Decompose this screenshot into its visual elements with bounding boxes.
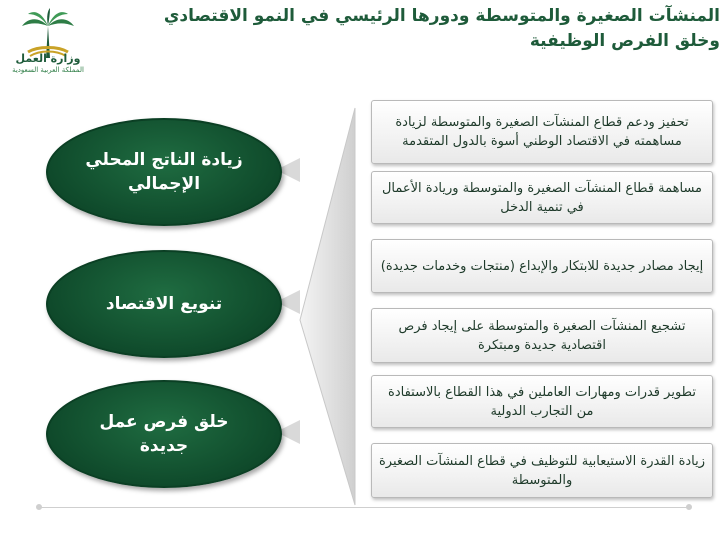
footer-divider [40,507,690,508]
footer-dot-right [686,504,692,510]
action-text: مساهمة قطاع المنشآت الصغيرة والمتوسطة وريادة الأعمال في تنمية الدخل [381,180,703,215]
action-text: تطوير قدرات ومهارات العاملين في هذا القطاع بالاستفادة من التجارب الدولية [388,384,696,419]
goal-oval-jobs [46,380,282,488]
action-box [371,308,713,363]
goal-label: زيادة الناتج المحلي الإجمالي [85,150,243,194]
action-text: تشجيع المنشآت الصغيرة والمتوسطة على إيجاد فرص اقتصادية جديدة ومبتكرة [398,318,686,353]
goal-oval-diversification [46,250,282,358]
action-box [371,100,713,164]
goal-oval-gdp [46,118,282,226]
action-text: زيادة القدرة الاستيعابية للتوظيف في قطاع المنشآت الصغيرة والمتوسطة [378,453,706,488]
logo-subtitle: المملكة العربية السعودية [12,66,84,74]
action-box [371,443,713,498]
footer-dot-left [36,504,42,510]
page-title: المنشآت الصغيرة والمتوسطة ودورها الرئيسي في النمو الاقتصادي وخلق الفرص الوظيفية [163,6,720,51]
goal-label: خلق فرص عمل جديدة [99,412,229,456]
logo-name: وزارة العمل [15,52,81,65]
action-box [371,375,713,428]
converging-shape [300,108,355,505]
action-box [371,239,713,293]
goal-label: تنويع الاقتصاد [105,294,223,314]
action-text: إيجاد مصادر جديدة للابتكار والإبداع (منتجات وخدمات جديدة) [380,258,704,274]
action-box [371,171,713,224]
action-text: تحفيز ودعم قطاع المنشآت الصغيرة والمتوسطة لزيادة مساهمته في الاقتصاد الوطني أسوة بالدول المتقدمة [395,115,689,149]
